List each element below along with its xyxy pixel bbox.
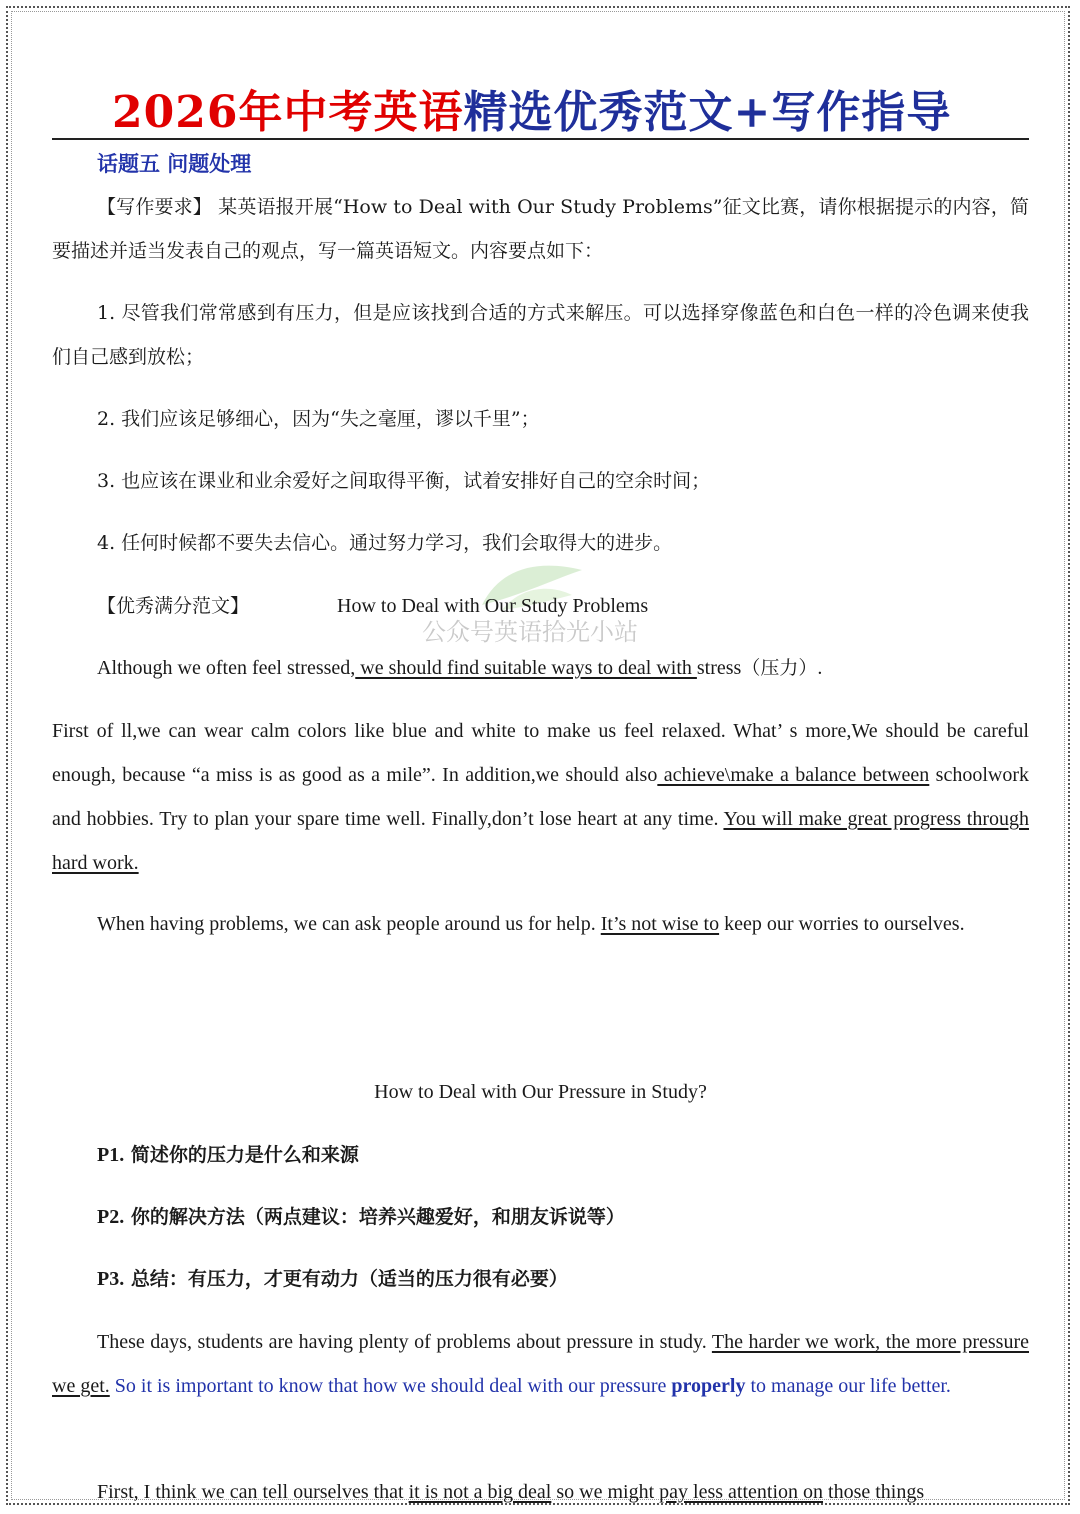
sample-label: 【优秀满分范文】 [97,595,250,617]
outline-text: 总结：有压力，才更有动力（适当的压力很有必要） [124,1268,568,1290]
point-1: 1. 尽管我们常常感到有压力，但是应该找到合适的方式来解压。可以选择穿像蓝色和白色一样的冷色调来使我们自己感到放松； [52,302,1029,368]
essay1-paragraph-3 [52,902,1029,946]
text-run: First, I think we can tell ourselves that [97,1481,409,1503]
watermark-text: 公众号英语拾光小站 [422,618,638,646]
text-run: . [817,657,823,679]
sample-title: How to Deal with Our Study Problems [337,595,649,617]
text-run: stress [696,657,742,679]
text-run: schoolwork and hobbies. Try to plan your spare time well. Finally,don’t lose heart at any time. [52,764,1029,830]
text-run: so we might [551,1481,660,1503]
title-blue-part: 精选优秀范文+写作指导 [463,87,952,138]
essay1-paragraph-2 [52,709,1029,885]
text-run: keep our worries to ourselves. [719,913,965,935]
outline-p3 [97,1257,568,1301]
document-title [112,76,951,140]
blue-text-run: to manage our life better. [745,1375,951,1397]
text-run: When having problems, we can ask people around us for help. [97,913,601,935]
point-2: 2. 我们应该足够细心，因为“失之毫厘，谬以千里”； [97,408,540,430]
essay2-paragraph-1 [52,1320,1029,1408]
outline-label: P2. [97,1206,125,1228]
underlined-phrase: achieve\make a balance between [657,764,930,786]
outline-text: 简述你的压力是什么和来源 [124,1144,359,1166]
text-run: （压力） [741,657,818,679]
text-run: First of ll,we can wear calm colors like blue and white to make us feel relaxed. What’ s more,We should be careful enough, because “a miss is as good as a mile”. In addition,we should also [52,720,1029,786]
point-3: 3. 也应该在课业和业余爱好之间取得平衡，试着安排好自己的空余时间； [97,470,711,492]
underlined-phrase: You will make great progress through hard work. [52,808,1029,874]
section2-title: How to Deal with Our Pressure in Study? [374,1081,707,1103]
essay1-paragraph-1 [52,646,1029,690]
underlined-phrase: we should find suitable ways to deal with [355,657,697,679]
outline-label: P1. [97,1144,125,1166]
text-run: These days, students are having plenty of problems about pressure in study. [97,1331,712,1353]
text-run: Although we often feel stressed, [97,657,356,679]
underlined-phrase: It’s not wise to [600,913,720,935]
essay2-paragraph-2 [52,1470,1029,1514]
text-run: those things [823,1481,925,1503]
blue-text-run: So it is important to know that how we should deal with our pressure [109,1375,672,1397]
requirement-label: 【写作要求】 [97,196,212,218]
outline-label: P3. [97,1268,125,1290]
underlined-phrase: pay less attention on [659,1481,824,1503]
title-red-part: 2026年中考英语 [112,87,464,138]
outline-p2 [97,1195,625,1239]
topic-heading: 话题五 问题处理 [97,152,252,176]
point-4: 4. 任何时候都不要失去信心。通过努力学习，我们会取得大的进步。 [97,532,673,554]
requirement-text: 某英语报开展“How to Deal with Our Study Problems”征文比赛，请你根据提示的内容，简要描述并适当发表自己的观点，写一篇英语短文。内容要点如下： [52,196,1029,262]
outline-text: 你的解决方法（两点建议：培养兴趣爱好，和朋友诉说等） [124,1206,625,1228]
writing-requirement [52,185,1029,273]
underlined-phrase: it is not a big deal [408,1481,552,1503]
title-rule [52,138,1029,140]
underlined-phrase: The harder we work, the more pressure we get. [52,1331,1029,1397]
outline-p1 [97,1133,359,1177]
bold-word: properly [671,1375,746,1397]
